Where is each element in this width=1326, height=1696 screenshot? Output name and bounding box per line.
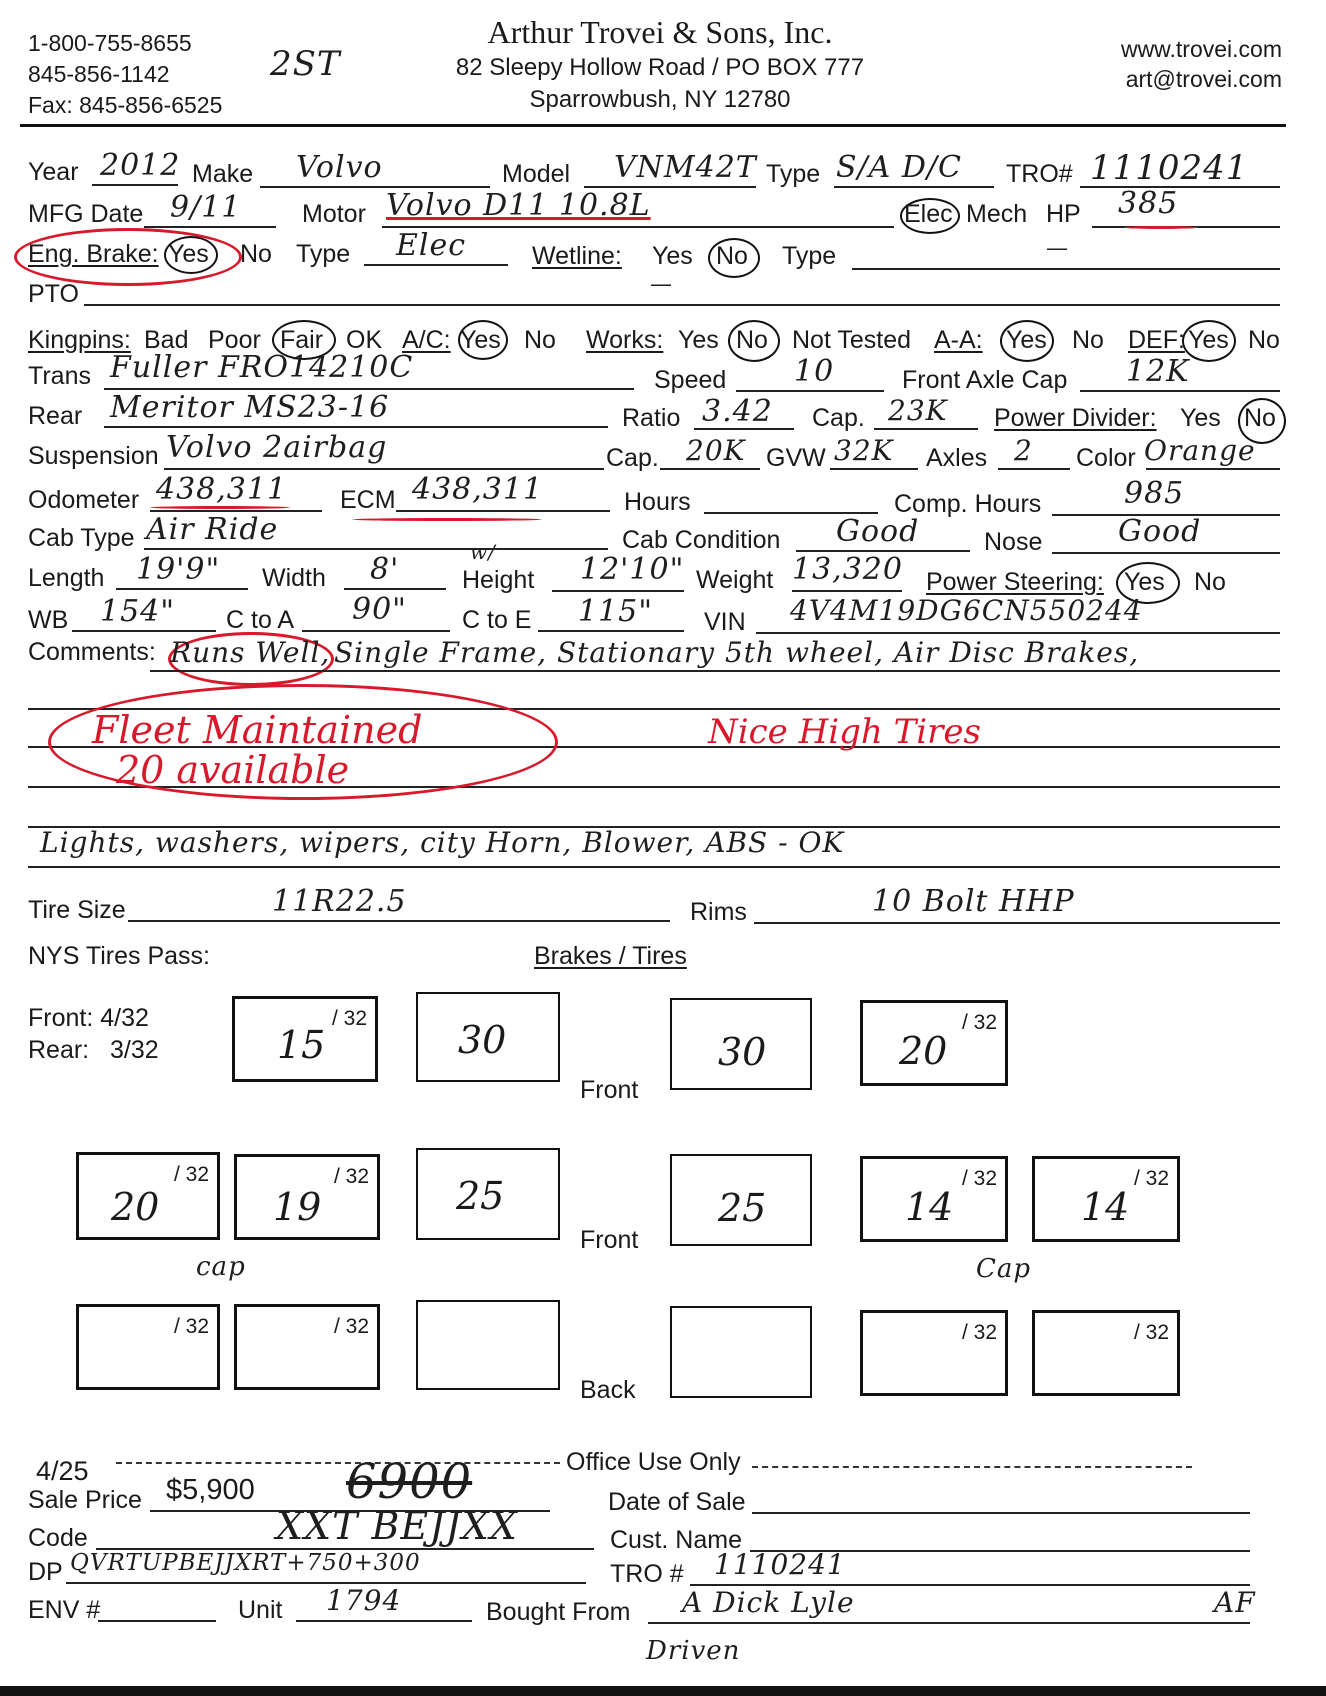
value-c-to-a[interactable]: 90"	[352, 592, 407, 627]
label-nys-tires: NYS Tires Pass:	[28, 942, 210, 970]
tire-box-rear-left-inner[interactable]: / 32	[234, 1304, 380, 1390]
company-city: Sparrowbush, NY 12780	[529, 86, 791, 113]
value-type[interactable]: S/A D/C	[836, 150, 962, 185]
value-height[interactable]: 12'10"	[580, 552, 685, 587]
value-nose[interactable]: Good	[1118, 514, 1202, 549]
value-width[interactable]: 8'	[370, 552, 400, 587]
eng-brake-yes[interactable]: Yes	[168, 240, 209, 268]
brake-box-front-left[interactable]: 30	[416, 992, 560, 1082]
value-wb[interactable]: 154"	[100, 594, 176, 629]
header-divider	[20, 124, 1286, 127]
ac-yes[interactable]: Yes	[460, 326, 501, 354]
value-ratio[interactable]: 3.42	[702, 394, 773, 429]
label-cab-condition: Cab Condition	[622, 526, 781, 554]
phone-tollfree: 1-800-755-8655	[28, 30, 192, 56]
label-power-divider: Power Divider:	[994, 404, 1157, 432]
value-susp-cap[interactable]: 20K	[686, 434, 746, 467]
label-speed: Speed	[654, 366, 727, 394]
label-cust-name: Cust. Name	[610, 1526, 742, 1554]
label-odometer: Odometer	[28, 486, 140, 514]
label-power-steering: Power Steering:	[926, 568, 1104, 596]
label-ac: A/C:	[402, 326, 451, 354]
tire-box-front-left-outer[interactable]: / 32 15	[232, 996, 378, 1082]
value-cab-type[interactable]: Air Ride	[146, 512, 279, 547]
label-ratio: Ratio	[622, 404, 681, 432]
company-address: 82 Sleepy Hollow Road / PO BOX 777	[455, 54, 865, 81]
value-fleet-note1: Fleet Maintained	[92, 708, 423, 752]
tire-box-rear-right-inner[interactable]: / 32	[860, 1310, 1008, 1396]
value-initials: AF	[1214, 1586, 1256, 1619]
value-front-axle-cap[interactable]: 12K	[1126, 354, 1190, 389]
def-yes[interactable]: Yes	[1188, 326, 1229, 354]
value-rear-cap[interactable]: 23K	[888, 394, 948, 427]
brake-box-rear-left[interactable]	[416, 1300, 560, 1390]
label-rear-spec: Rear: 3/32	[28, 1036, 159, 1064]
hp-red-underline	[1124, 226, 1198, 229]
value-wetline-type[interactable]: —	[1046, 236, 1069, 261]
label-rims: Rims	[690, 898, 747, 926]
value-hp[interactable]: 385	[1118, 186, 1179, 221]
kingpins-poor[interactable]: Poor	[208, 326, 261, 354]
value-unit[interactable]: 1794	[326, 1584, 402, 1617]
value-gvw[interactable]: 32K	[834, 434, 894, 467]
label-width: Width	[262, 564, 326, 592]
label-make: Make	[192, 160, 254, 188]
value-code[interactable]: XXT BEJJXX	[276, 1504, 518, 1548]
kingpins-ok[interactable]: OK	[346, 326, 383, 354]
odometer-red-underline	[150, 506, 290, 509]
label-front-1: Front	[580, 1076, 639, 1104]
label-gvw: GVW	[766, 444, 826, 472]
label-wb: WB	[28, 606, 69, 634]
value-fleet-note2: 20 available	[116, 748, 350, 792]
value-vin[interactable]: 4V4M19DG6CN550244	[790, 594, 1143, 627]
value-ecm[interactable]: 438,311	[412, 472, 544, 507]
def-no[interactable]: No	[1248, 326, 1280, 354]
tire-box-rear-left-outer[interactable]: / 32	[76, 1304, 220, 1390]
label-tro: TRO#	[1006, 160, 1073, 188]
label-aa: A-A:	[934, 326, 983, 354]
value-weight[interactable]: 13,320	[792, 552, 903, 587]
value-make[interactable]: Volvo	[296, 150, 383, 185]
brake-box-drive-left[interactable]: 25	[416, 1148, 560, 1240]
label-tire-size: Tire Size	[28, 896, 126, 924]
kingpins-fair[interactable]: Fair	[280, 326, 324, 354]
value-model[interactable]: VNM42T	[614, 150, 757, 185]
value-height-note: w/	[470, 540, 496, 564]
brake-box-front-right[interactable]: 30	[670, 998, 812, 1090]
tire-box-drive-left-inner[interactable]: / 32 19	[234, 1154, 380, 1240]
power-divider-no[interactable]: No	[1244, 404, 1276, 432]
label-code: Code	[28, 1524, 88, 1552]
tire-box-front-right-outer[interactable]: / 32 20	[860, 1000, 1008, 1086]
label-rear: Rear	[28, 402, 83, 430]
value-rear[interactable]: Meritor MS23-16	[110, 390, 390, 425]
label-color: Color	[1076, 444, 1136, 472]
brake-box-drive-right[interactable]: 25	[670, 1154, 812, 1246]
label-weight: Weight	[696, 566, 774, 594]
label-trans: Trans	[28, 362, 91, 390]
label-comments: Comments:	[28, 638, 156, 666]
label-wetline: Wetline:	[532, 242, 622, 270]
option-elec[interactable]: Elec	[904, 200, 953, 228]
wetline-yes[interactable]: Yes	[652, 242, 693, 270]
label-front-axle-cap: Front Axle Cap	[902, 366, 1068, 394]
value-sale-price[interactable]: $5,900	[166, 1474, 255, 1506]
eng-brake-no[interactable]: No	[240, 240, 272, 268]
value-cab-condition[interactable]: Good	[836, 514, 920, 549]
label-def: DEF:	[1128, 326, 1185, 354]
company-website: www.trovei.com	[1120, 36, 1282, 62]
label-nose: Nose	[984, 528, 1043, 556]
label-office-use: Office Use Only	[566, 1448, 741, 1476]
value-length[interactable]: 19'9"	[136, 552, 221, 587]
aa-no[interactable]: No	[1072, 326, 1104, 354]
value-axles[interactable]: 2	[1014, 434, 1033, 467]
aa-yes[interactable]: Yes	[1006, 326, 1047, 354]
value-lights-note: Lights, washers, wipers, city Horn, Blower, ABS - OK	[40, 826, 845, 859]
works-yes[interactable]: Yes	[678, 326, 719, 354]
label-tro2: TRO #	[610, 1560, 684, 1588]
value-tro2[interactable]: 1110241	[714, 1548, 846, 1581]
scan-bottom-edge	[0, 1686, 1326, 1696]
kingpins-bad[interactable]: Bad	[144, 326, 189, 354]
power-divider-yes[interactable]: Yes	[1180, 404, 1221, 432]
label-c-to-e: C to E	[462, 606, 532, 634]
value-tro[interactable]: 1110241	[1090, 148, 1249, 188]
value-comments-runs[interactable]: Runs Well,	[170, 636, 331, 669]
value-pto[interactable]: —	[650, 272, 673, 297]
value-dp[interactable]: QVRTUPBEJJXRT+750+300	[70, 1550, 421, 1576]
label-sale-price: Sale Price	[28, 1486, 142, 1514]
label-eng-brake: Eng. Brake:	[28, 240, 159, 268]
label-hours: Hours	[624, 488, 691, 516]
label-height: Height	[462, 566, 535, 594]
label-front-2: Front	[580, 1226, 639, 1254]
option-mech[interactable]: Mech	[966, 200, 1028, 228]
label-env: ENV #	[28, 1596, 101, 1624]
value-date-note: 4/25	[36, 1456, 89, 1486]
label-kingpins: Kingpins:	[28, 326, 131, 354]
tire-box-rear-right-outer[interactable]: / 32	[1032, 1310, 1180, 1396]
value-year[interactable]: 2012	[100, 148, 181, 183]
value-mfg-date[interactable]: 9/11	[170, 190, 242, 225]
value-odometer[interactable]: 438,311	[156, 472, 288, 507]
power-steering-no[interactable]: No	[1194, 568, 1226, 596]
power-steering-yes[interactable]: Yes	[1124, 568, 1165, 596]
ecm-red-underline	[352, 518, 542, 521]
value-tires-note: Nice High Tires	[708, 712, 981, 752]
tire-box-drive-right-outer[interactable]: / 32 14	[1032, 1156, 1180, 1242]
value-c-to-e[interactable]: 115"	[578, 594, 654, 629]
label-hp: HP	[1046, 200, 1081, 228]
value-suspension[interactable]: Volvo 2airbag	[166, 430, 388, 465]
label-wetline-type: Type	[782, 242, 837, 270]
value-motor[interactable]: Volvo D11 10.8L	[386, 188, 651, 223]
label-pto: PTO	[28, 280, 79, 308]
label-bought-from: Bought From	[486, 1598, 631, 1626]
label-back: Back	[580, 1376, 636, 1404]
ac-no[interactable]: No	[524, 326, 556, 354]
label-brakes-tires: Brakes / Tires	[534, 942, 687, 970]
tire-box-drive-right-inner[interactable]: / 32 14	[860, 1156, 1008, 1242]
label-length: Length	[28, 564, 105, 592]
label-c-to-a: C to A	[226, 606, 295, 634]
brake-box-rear-right[interactable]	[670, 1306, 812, 1398]
company-email: art@trovei.com	[1125, 66, 1282, 92]
works-not-tested[interactable]: Not Tested	[792, 326, 912, 354]
works-no[interactable]: No	[736, 326, 768, 354]
value-cap-note-left: cap	[196, 1252, 246, 1282]
fax-number: Fax: 845-856-6525	[28, 92, 223, 118]
label-date-of-sale: Date of Sale	[608, 1488, 746, 1516]
label-eng-brake-type: Type	[296, 240, 351, 268]
value-tire-size[interactable]: 11R22.5	[272, 884, 407, 919]
value-comp-hours[interactable]: 985	[1124, 476, 1185, 511]
label-mfg-date: MFG Date	[28, 200, 144, 228]
company-name: Arthur Trovei & Sons, Inc.	[487, 14, 833, 50]
label-vin: VIN	[704, 608, 746, 636]
label-dp: DP	[28, 1558, 63, 1586]
label-ecm: ECM	[340, 486, 396, 514]
label-year: Year	[28, 158, 79, 186]
label-works: Works:	[586, 326, 664, 354]
label-cab-type: Cab Type	[28, 524, 135, 552]
value-crossed-price: 6900	[346, 1454, 473, 1510]
wetline-no[interactable]: No	[716, 242, 748, 270]
handwritten-code: 2ST	[270, 44, 341, 84]
value-trans[interactable]: Fuller FRO14210C	[110, 350, 414, 385]
label-rear-cap: Cap.	[812, 404, 865, 432]
label-model: Model	[502, 160, 571, 188]
value-rims[interactable]: 10 Bolt HHP	[872, 884, 1075, 919]
label-motor: Motor	[302, 200, 366, 228]
label-susp-cap: Cap.	[606, 444, 659, 472]
label-suspension: Suspension	[28, 442, 159, 470]
label-front-spec: Front: 4/32	[28, 1004, 149, 1032]
value-bought-from[interactable]: A Dick Lyle	[682, 1586, 855, 1619]
value-driven: Driven	[646, 1636, 741, 1666]
value-eng-brake-type[interactable]: Elec	[396, 228, 467, 263]
value-comments-rest[interactable]: Single Frame, Stationary 5th wheel, Air Disc Brakes,	[334, 636, 1140, 669]
label-type: Type	[766, 160, 821, 188]
tire-box-drive-left-outer[interactable]: / 32 20	[76, 1152, 220, 1240]
label-comp-hours: Comp. Hours	[894, 490, 1042, 518]
value-speed[interactable]: 10	[794, 354, 835, 389]
phone-local: 845-856-1142	[28, 61, 170, 87]
value-cap-note-right: Cap	[976, 1254, 1032, 1284]
label-axles: Axles	[926, 444, 988, 472]
value-color[interactable]: Orange	[1144, 434, 1256, 467]
label-unit: Unit	[238, 1596, 283, 1624]
